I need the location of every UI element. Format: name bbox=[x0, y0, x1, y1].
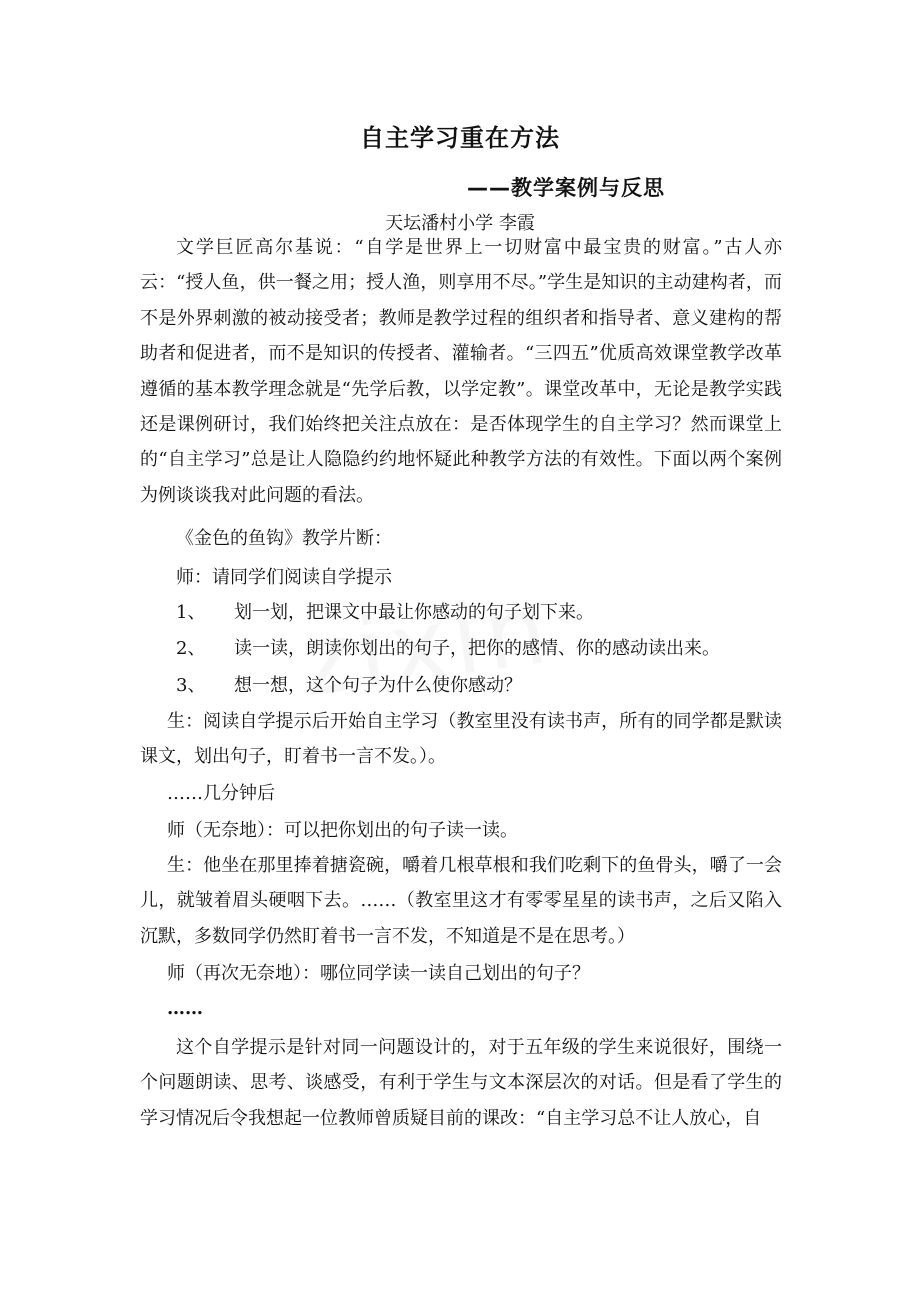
intro-section bbox=[140, 230, 782, 513]
student-reads-section bbox=[140, 848, 782, 954]
step-number: 2、 bbox=[176, 638, 206, 659]
step-item bbox=[176, 637, 720, 661]
step-item bbox=[176, 601, 594, 625]
ellipsis-line: …… bbox=[167, 998, 203, 1019]
step-text: 读一读，朗读你划出的句子，把你的感情、你的感动读出来。 bbox=[234, 638, 720, 659]
step-item bbox=[176, 674, 522, 698]
teacher-prompt: 师：请同学们阅读自学提示 bbox=[176, 567, 392, 588]
minutes-later-line: ……几分钟后 bbox=[167, 783, 275, 804]
step-number: 3、 bbox=[176, 675, 206, 696]
intro-paragraph: 文学巨匠高尔基说：“自学是世界上一切财富中最宝贵的财富。”古人亦云：“授人鱼，供一餐之用；授人渔，则享用不尽。”学生是知识的主动建构者，而不是外界刺激的被动接受者；教师是教学过程的组织者和指导者、意义建构的帮助者和促进者，而不是知识的传授者、灌输者。“三四五”优质高效课堂教学改革遵循的基本教学理念就是“先学后教，以学定教”。课堂改革中，无论是教学实践还是课例研讨，我们始终把关注点放在：是否体现学生的自主学习？然而课堂上的“自主学习”总是让人隐隐约约地怀疑此种教学方法的有效性。下面以两个案例为例谈谈我对此问题的看法。 bbox=[140, 237, 782, 506]
step-number: 1、 bbox=[176, 602, 206, 623]
student-reads-paragraph: 生：他坐在那里捧着搪瓷碗，嚼着几根草根和我们吃剩下的鱼骨头，嚼了一会儿，就皱着眉头硬咽下去。……（教室里这才有零零星星的读书声，之后又陷入沉默，多数同学仍然盯着书一言不发，不知道是不是在思考。） bbox=[140, 855, 782, 947]
document-title: 自主学习重在方法 bbox=[360, 124, 560, 152]
teacher-helpless-line: 师（无奈地）：可以把你划出的句子读一读。 bbox=[167, 820, 518, 841]
reflection-paragraph: 这个自学提示是针对同一问题设计的，对于五年级的学生来说很好，围绕一个问题朗读、思考、谈感受，有利于学生与文本深层次的对话。但是看了学生的学习情况后令我想起一位教师曾质疑目前的课改：“自主学习总不让人放心，自 bbox=[140, 1037, 782, 1129]
document-subtitle: ——教学案例与反思 bbox=[467, 176, 665, 200]
student-reading-paragraph: 生：阅读自学提示后开始自主学习（教室里没有读书声，所有的同学都是默读课文，划出句子，盯着书一言不发。）。 bbox=[140, 711, 782, 768]
teacher-again-line: 师（再次无奈地）：哪位同学读一读自己划出的句子？ bbox=[167, 963, 590, 984]
student-reading-section bbox=[140, 704, 782, 775]
document-author: 天坛潘村小学 李霞 bbox=[385, 213, 535, 234]
step-text: 想一想，这个句子为什么使你感动？ bbox=[234, 675, 522, 696]
step-text: 划一划，把课文中最让你感动的句子划下来。 bbox=[234, 602, 594, 623]
reflection-section bbox=[140, 1030, 782, 1136]
case-heading: 《金色的鱼钩》教学片断： bbox=[176, 528, 392, 549]
